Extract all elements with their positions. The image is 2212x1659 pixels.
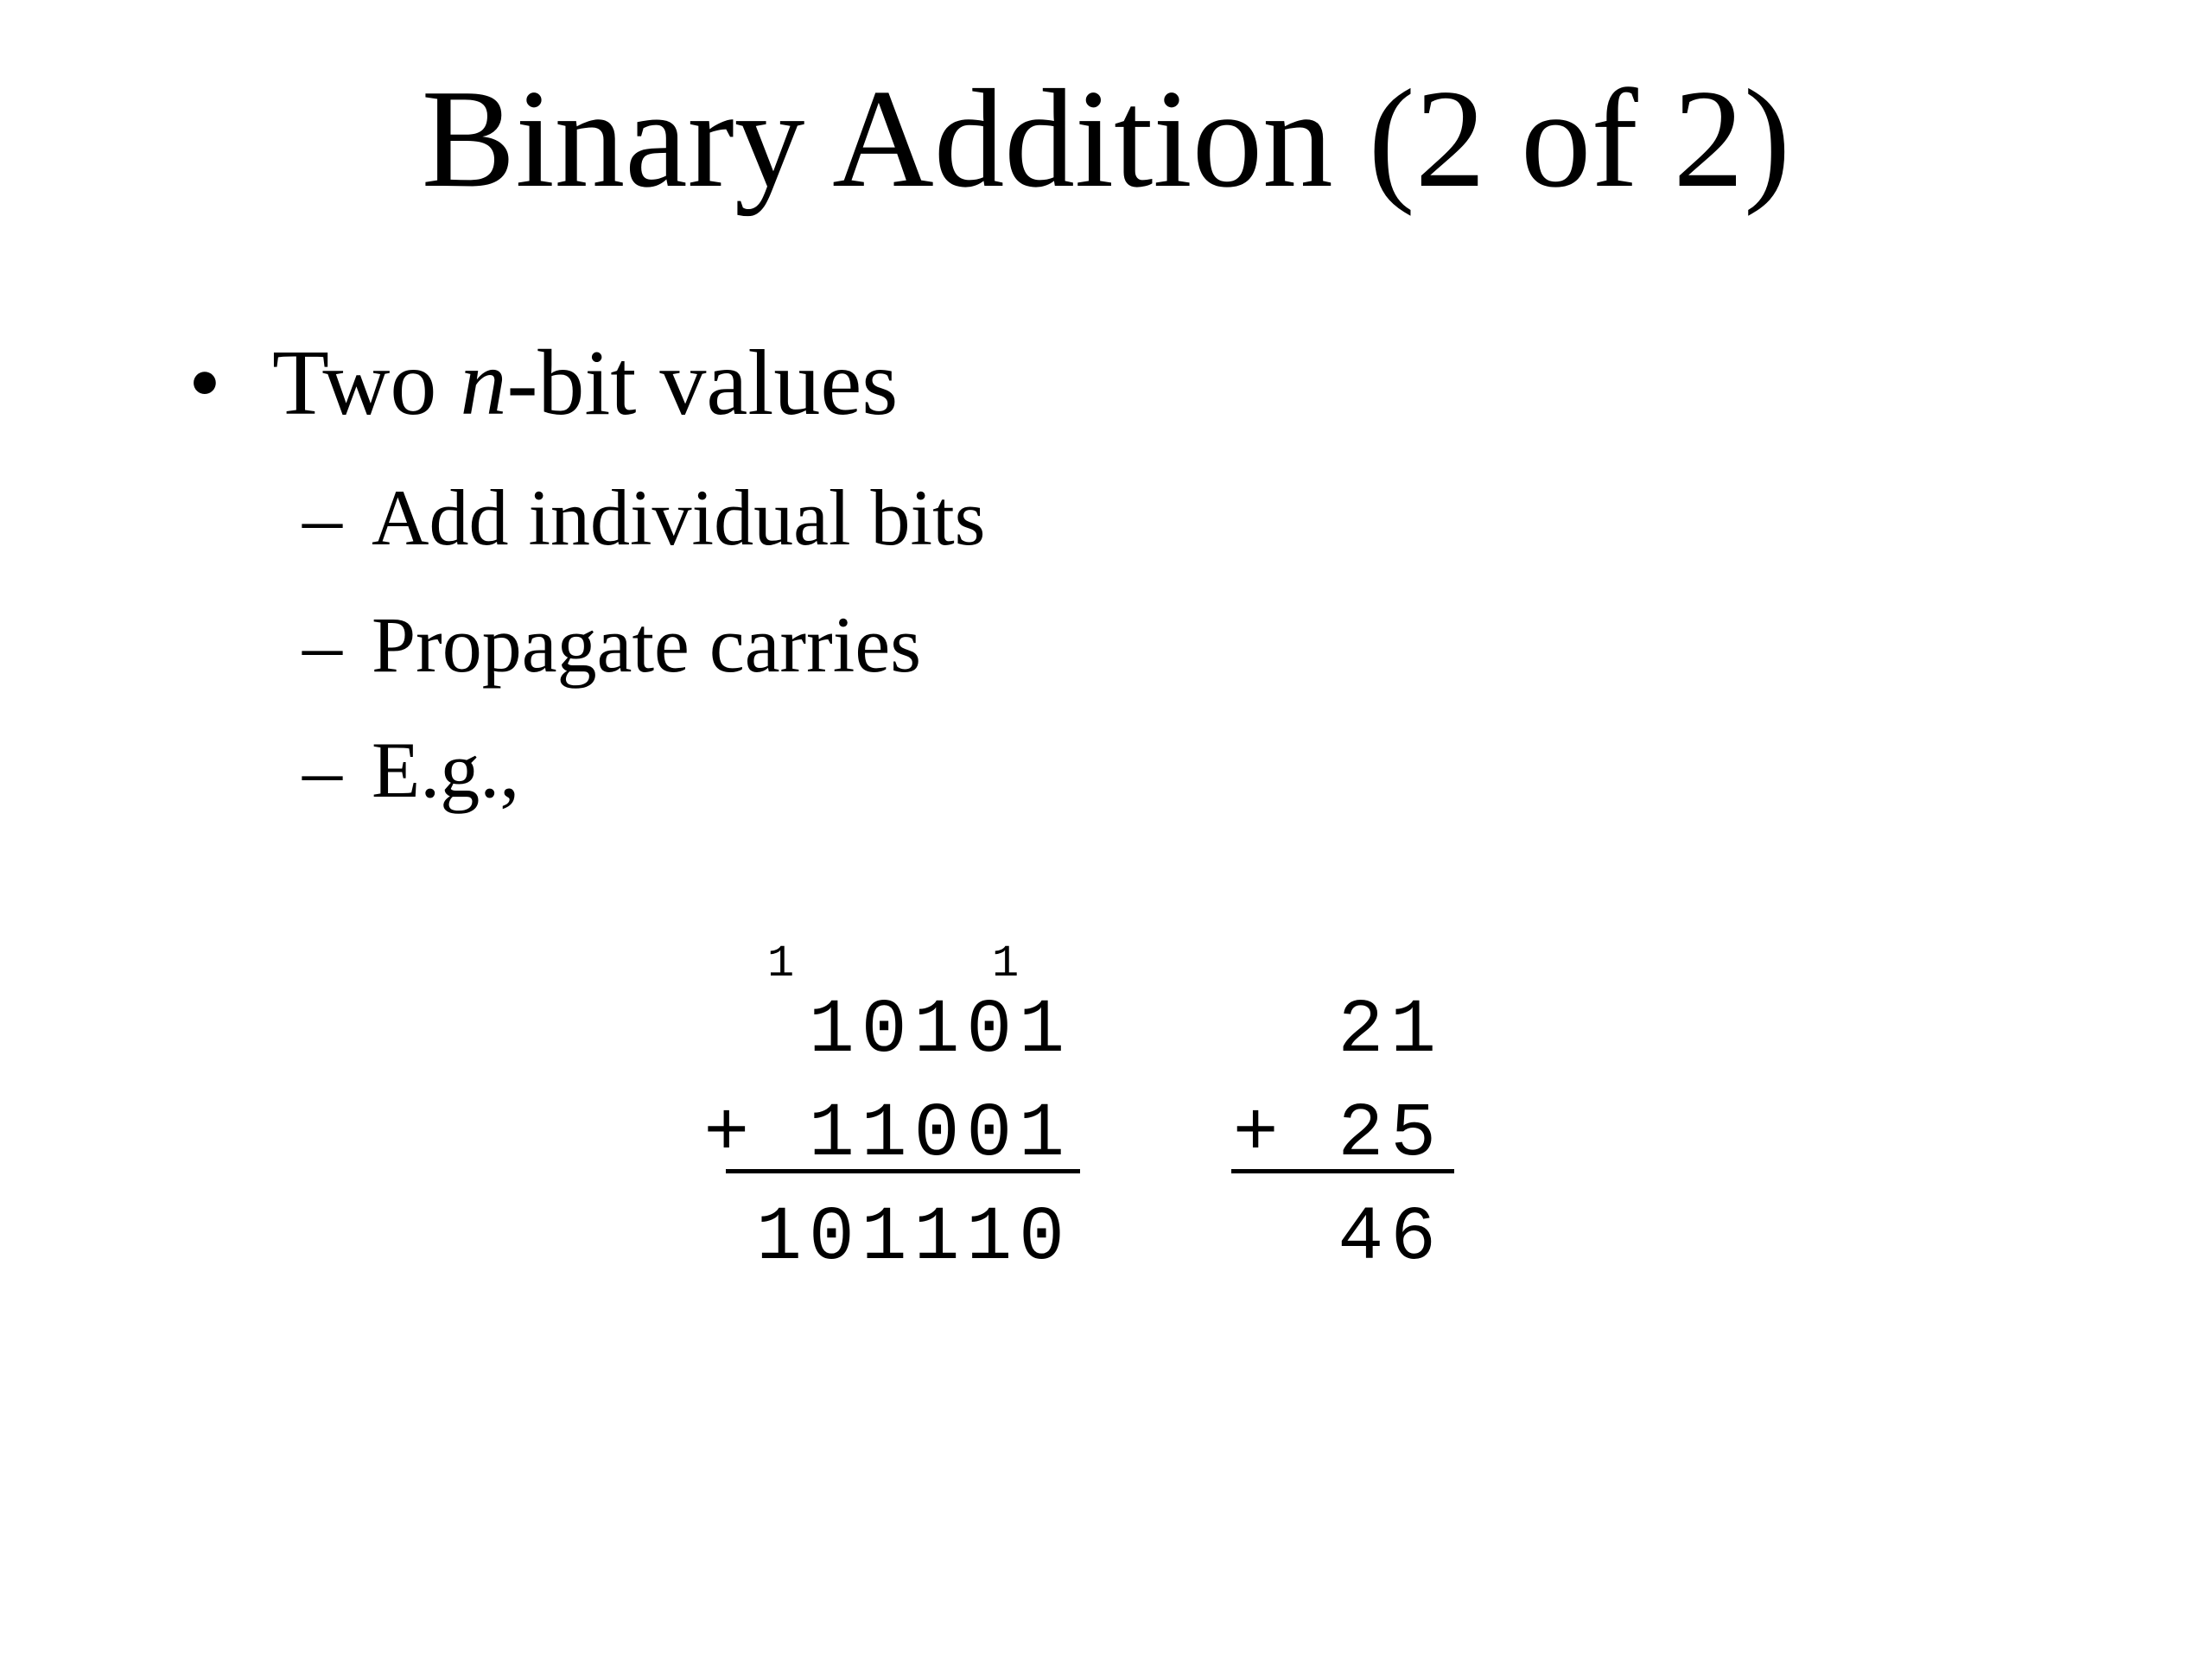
binary-operand-1: 10101 bbox=[808, 988, 1071, 1074]
carry-digit: 1 bbox=[992, 938, 1020, 989]
sub-bullet-text: Add individual bits bbox=[372, 474, 986, 562]
bullet-text-before: Two bbox=[272, 332, 461, 435]
binary-sum-rule bbox=[726, 1169, 1080, 1173]
binary-operand-2: + 11001 bbox=[703, 1092, 1071, 1178]
sub-bullet-text: E.g., bbox=[372, 726, 520, 814]
decimal-sum-rule bbox=[1231, 1169, 1454, 1173]
binary-result: 101110 bbox=[756, 1196, 1071, 1281]
decimal-operand-2: + 25 bbox=[1232, 1092, 1443, 1178]
slide-title: Binary Addition (2 of 2) bbox=[421, 61, 1791, 217]
carry-digit: 1 bbox=[767, 938, 795, 989]
sub-bullet-text: Propagate carries bbox=[372, 601, 922, 689]
decimal-result: 46 bbox=[1338, 1196, 1443, 1281]
decimal-operand-1: 21 bbox=[1338, 988, 1443, 1074]
bullet-text-italic: n bbox=[460, 332, 507, 435]
bullet-text bbox=[272, 332, 899, 435]
sub-bullet-marker: – bbox=[302, 474, 342, 562]
sub-bullet-marker: – bbox=[302, 601, 342, 689]
bullet-marker: • bbox=[188, 332, 221, 435]
bullet-text-after: -bit values bbox=[506, 332, 899, 435]
sub-bullet-marker: – bbox=[302, 726, 342, 814]
